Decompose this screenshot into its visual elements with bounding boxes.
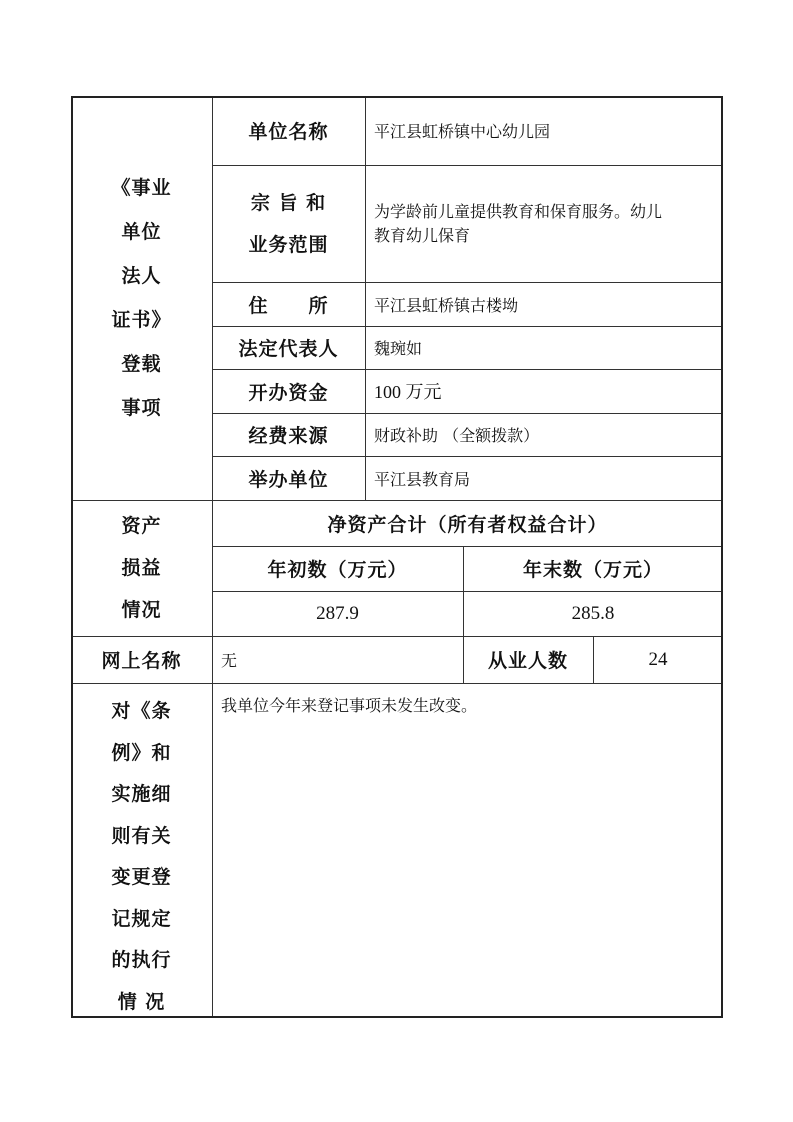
title-line: 损益 (121, 557, 162, 579)
grid-line (71, 636, 723, 637)
field-value-unit-name: 平江县虹桥镇中心幼儿园 (374, 122, 551, 141)
title-line: 资产 (121, 515, 162, 537)
title-line: 情况 (121, 599, 162, 621)
field-label-address: 住 所 (248, 294, 329, 317)
grid-line (365, 96, 366, 500)
grid-line (212, 546, 723, 547)
field-label-purpose-scope (212, 165, 365, 282)
section-registration-title (71, 96, 212, 500)
title-line: 登载 (121, 353, 162, 375)
end-of-year-label: 年末数（万元） (522, 559, 663, 581)
end-of-year-value: 285.8 (571, 602, 615, 624)
title-line: 实施细 (111, 783, 172, 805)
title-line: 单位 (121, 221, 162, 243)
field-label-funding-source: 经费来源 (248, 425, 329, 447)
grid-line (212, 456, 723, 457)
grid-line (71, 683, 723, 684)
field-label-sponsor: 举办单位 (248, 468, 329, 491)
field-label-unit-name: 单位名称 (248, 121, 329, 143)
field-value-purpose-scope (365, 165, 723, 282)
title-line: 法人 (121, 265, 162, 287)
field-value-start-capital: 100 万元 (374, 382, 442, 402)
section-regulations-title (71, 683, 212, 1018)
title-line: 例》和 (111, 741, 172, 764)
grid-line (71, 500, 723, 501)
grid-line (212, 591, 723, 592)
title-line: 的执行 (111, 949, 172, 971)
title-line: 则有关 (111, 824, 172, 847)
grid-line (212, 96, 213, 1018)
online-name-value: 无 (221, 651, 238, 670)
staff-count-value: 24 (648, 648, 668, 670)
grid-line (212, 165, 723, 166)
grid-line (212, 413, 723, 414)
value-line: 为学龄前儿童提供教育和保育服务。幼儿 (374, 201, 663, 221)
field-value-address: 平江县虹桥镇古楼坳 (374, 295, 519, 315)
grid-line (212, 282, 723, 283)
net-assets-header: 净资产合计（所有者权益合计） (327, 513, 608, 536)
grid-line (593, 636, 594, 683)
title-line: 情 况 (117, 990, 166, 1013)
title-line: 变更登 (111, 866, 172, 888)
field-value-funding-source: 财政补助 （全额拨款） (374, 426, 540, 445)
regulations-content: 我单位今年来登记事项未发生改变。 (221, 696, 478, 715)
title-line: 证书》 (111, 309, 172, 331)
begin-of-year-label: 年初数（万元） (267, 559, 408, 581)
title-line: 记规定 (111, 907, 172, 930)
section-assets-title (71, 500, 212, 636)
value-line: 教育幼儿保育 (374, 225, 471, 245)
begin-of-year-value: 287.9 (316, 602, 359, 624)
label-line: 业务范围 (248, 233, 329, 256)
grid-line (212, 326, 723, 327)
field-value-sponsor: 平江县教育局 (374, 469, 471, 489)
field-label-start-capital: 开办资金 (248, 381, 329, 404)
label-line: 宗 旨 和 (250, 191, 327, 214)
field-value-legal-representative: 魏琬如 (374, 339, 423, 358)
title-line: 《事业 (111, 177, 172, 199)
grid-line (212, 369, 723, 370)
field-label-legal-representative: 法定代表人 (238, 338, 339, 360)
grid-line (463, 546, 464, 683)
online-name-label: 网上名称 (101, 650, 182, 672)
title-line: 事项 (121, 397, 162, 419)
title-line: 对《条 (111, 700, 172, 722)
staff-count-label: 从业人数 (487, 650, 568, 672)
registration-report-table (71, 96, 723, 1018)
